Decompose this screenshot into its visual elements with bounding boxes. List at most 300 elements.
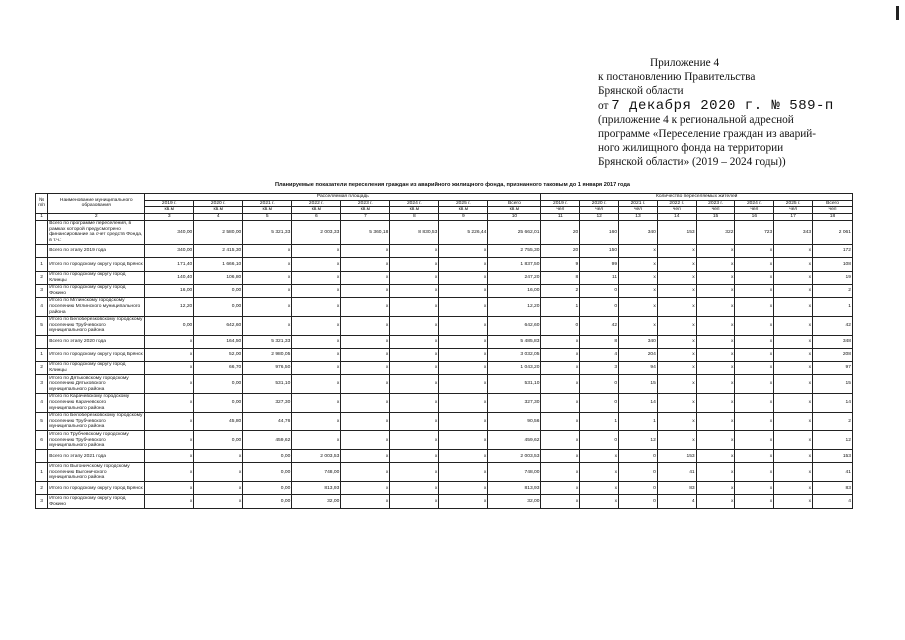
people-value: 0 xyxy=(580,284,619,297)
area-value: х xyxy=(341,258,390,271)
area-value: х xyxy=(390,258,439,271)
area-value: х xyxy=(439,258,488,271)
area-value: 164,50 xyxy=(194,335,243,348)
table-row xyxy=(36,412,853,431)
people-value: 0 xyxy=(580,297,619,316)
people-value: х xyxy=(657,284,696,297)
column-number: 12 xyxy=(580,213,619,220)
area-value: х xyxy=(292,361,341,374)
area-value: 3 032,05 xyxy=(488,348,541,361)
area-value: х xyxy=(292,297,341,316)
header-year-area: Всего xyxy=(488,200,541,207)
area-value: 531,10 xyxy=(243,375,292,394)
header-group-people: Количество переселяемых жителей xyxy=(541,194,853,201)
header-year-people: 2019 г. xyxy=(541,200,580,207)
table-row xyxy=(36,482,853,495)
header-year-people: 2024 г. xyxy=(735,200,774,207)
row-name: Итого по Мглинскому городскому поселению Мглинского муниципального района xyxy=(48,297,145,316)
appendix-date-line xyxy=(598,99,898,113)
area-value: 340,00 xyxy=(145,245,194,258)
people-value: х xyxy=(541,375,580,394)
people-value: 208 xyxy=(813,348,853,361)
people-value: х xyxy=(735,316,774,335)
people-value: 4 xyxy=(657,495,696,508)
row-name: Итого по городскому округу город Фокино xyxy=(48,284,145,297)
area-value: 459,62 xyxy=(488,431,541,450)
header-unit-people: чел xyxy=(657,207,696,214)
people-value: 153 xyxy=(813,450,853,463)
appendix-line: к постановлению Правительства xyxy=(598,71,756,84)
people-value: х xyxy=(774,495,813,508)
header-unit-area: кв.м xyxy=(439,207,488,214)
people-value: х xyxy=(774,284,813,297)
area-value: 0,00 xyxy=(194,431,243,450)
people-value: х xyxy=(735,284,774,297)
area-value: 2 003,33 xyxy=(292,220,341,244)
area-value: х xyxy=(243,245,292,258)
people-value: х xyxy=(774,335,813,348)
area-value: 66,70 xyxy=(194,361,243,374)
column-number: 18 xyxy=(813,213,853,220)
area-value: х xyxy=(390,450,439,463)
people-value: 0 xyxy=(619,482,658,495)
area-value: х xyxy=(292,393,341,412)
column-number: 1 xyxy=(36,213,48,220)
people-value: х xyxy=(696,393,735,412)
table-row xyxy=(36,271,853,284)
row-name: Итого по городскому округу город Фокино xyxy=(48,495,145,508)
area-value: 16,00 xyxy=(488,284,541,297)
people-value: х xyxy=(619,271,658,284)
table-row xyxy=(36,375,853,394)
area-value: 0,00 xyxy=(194,297,243,316)
people-value: х xyxy=(541,348,580,361)
people-value: х xyxy=(696,284,735,297)
area-value: х xyxy=(390,284,439,297)
area-value: х xyxy=(145,495,194,508)
people-value: 172 xyxy=(813,245,853,258)
people-value: 15 xyxy=(813,375,853,394)
people-value: х xyxy=(774,258,813,271)
people-value: х xyxy=(735,271,774,284)
people-value: х xyxy=(696,271,735,284)
area-value: 748,00 xyxy=(488,463,541,482)
people-value: х xyxy=(696,258,735,271)
people-value: х xyxy=(735,495,774,508)
area-value: х xyxy=(292,258,341,271)
area-value: х xyxy=(390,482,439,495)
area-value: 247,20 xyxy=(488,271,541,284)
area-value: х xyxy=(341,393,390,412)
row-number: 5 xyxy=(36,316,48,335)
area-value: х xyxy=(439,316,488,335)
header-name: Наименование муниципального образования xyxy=(48,194,145,214)
resettlement-table xyxy=(35,193,853,509)
people-value: 723 xyxy=(735,220,774,244)
people-value: 108 xyxy=(813,258,853,271)
people-value: х xyxy=(735,335,774,348)
people-value: х xyxy=(774,271,813,284)
area-value: х xyxy=(439,284,488,297)
people-value: 4 xyxy=(580,348,619,361)
area-value: х xyxy=(439,431,488,450)
area-value: 25 662,01 xyxy=(488,220,541,244)
area-value: х xyxy=(341,297,390,316)
area-value: х xyxy=(341,463,390,482)
people-value: х xyxy=(774,463,813,482)
area-value: х xyxy=(439,375,488,394)
appendix-line: ного жилищного фонда на территории xyxy=(598,142,784,155)
people-value: х xyxy=(541,361,580,374)
row-name: Итого по Дятьковскому городскому поселению Дятьковского муниципального района xyxy=(48,375,145,394)
people-value: 153 xyxy=(657,220,696,244)
people-value: х xyxy=(580,495,619,508)
people-value: 19 xyxy=(813,271,853,284)
area-value: 0,00 xyxy=(194,284,243,297)
people-value: х xyxy=(696,316,735,335)
people-value: 42 xyxy=(580,316,619,335)
area-value: х xyxy=(390,271,439,284)
area-value: х xyxy=(390,316,439,335)
people-value: х xyxy=(619,316,658,335)
people-value: х xyxy=(735,412,774,431)
column-number: 10 xyxy=(488,213,541,220)
people-value: 0 xyxy=(619,495,658,508)
people-value: х xyxy=(735,463,774,482)
people-value: 83 xyxy=(813,482,853,495)
table-row xyxy=(36,450,853,463)
people-value: 204 xyxy=(619,348,658,361)
header-unit-people: чел xyxy=(541,207,580,214)
header-unit-people: чел xyxy=(813,207,853,214)
area-value: 2 003,53 xyxy=(292,450,341,463)
area-value: х xyxy=(243,258,292,271)
people-value: 0 xyxy=(580,431,619,450)
row-name: Итого по Белоберезковскому городскому поселению Трубчевского муниципального района xyxy=(48,412,145,431)
people-value: х xyxy=(696,495,735,508)
people-value: х xyxy=(657,271,696,284)
area-value: 12,20 xyxy=(145,297,194,316)
appendix-title: Приложение 4 xyxy=(650,57,720,69)
area-value: х xyxy=(243,297,292,316)
area-value: х xyxy=(292,431,341,450)
header-unit-area: кв.м xyxy=(145,207,194,214)
header-year-people: 2023 г. xyxy=(696,200,735,207)
area-value: х xyxy=(439,361,488,374)
people-value: х xyxy=(657,412,696,431)
people-value: х xyxy=(580,482,619,495)
row-name: Итого по Белоберезковскому городскому поселению Трубчевского муниципального района xyxy=(48,316,145,335)
row-number: 2 xyxy=(36,271,48,284)
row-number: 3 xyxy=(36,495,48,508)
area-value: х xyxy=(194,495,243,508)
row-name: Итого по городскому округу город Клинцы xyxy=(48,361,145,374)
table-head xyxy=(36,194,853,221)
people-value: 97 xyxy=(813,361,853,374)
table-title: Планируемые показатели переселения граждан из аварийного жилищного фонда, признанного таковым до 1 января 2017 года xyxy=(274,182,631,188)
column-number: 16 xyxy=(735,213,774,220)
area-value: х xyxy=(439,271,488,284)
area-value: 340,00 xyxy=(145,220,194,244)
area-value: 0,00 xyxy=(194,375,243,394)
people-value: 160 xyxy=(580,220,619,244)
area-value: 140,40 xyxy=(145,271,194,284)
people-value: х xyxy=(696,431,735,450)
area-value: 327,30 xyxy=(243,393,292,412)
decree-date: 7 декабря 2020 г. № 589-п xyxy=(611,97,834,114)
area-value: х xyxy=(292,412,341,431)
header-no: № п/п xyxy=(36,194,48,214)
row-number: 5 xyxy=(36,412,48,431)
people-value: х xyxy=(774,393,813,412)
area-value: 90,56 xyxy=(488,412,541,431)
people-value: 153 xyxy=(657,450,696,463)
people-value: х xyxy=(696,412,735,431)
people-value: х xyxy=(657,245,696,258)
area-value: 0,00 xyxy=(145,316,194,335)
area-value: х xyxy=(439,335,488,348)
area-value: х xyxy=(439,393,488,412)
area-value: 0,00 xyxy=(243,495,292,508)
people-value: 1 xyxy=(813,297,853,316)
area-value: 32,00 xyxy=(292,495,341,508)
column-number: 9 xyxy=(439,213,488,220)
people-value: х xyxy=(657,316,696,335)
people-value: 343 xyxy=(774,220,813,244)
area-value: 5 485,83 xyxy=(488,335,541,348)
people-value: 0 xyxy=(580,393,619,412)
area-value: х xyxy=(145,348,194,361)
column-number: 11 xyxy=(541,213,580,220)
people-value: 1 xyxy=(580,412,619,431)
people-value: 42 xyxy=(813,316,853,335)
table-row xyxy=(36,335,853,348)
people-value: 83 xyxy=(657,482,696,495)
area-value: х xyxy=(439,245,488,258)
area-value: 16,00 xyxy=(145,284,194,297)
column-number: 15 xyxy=(696,213,735,220)
people-value: х xyxy=(619,284,658,297)
people-value: 0 xyxy=(619,450,658,463)
area-value: х xyxy=(390,495,439,508)
people-value: х xyxy=(541,495,580,508)
area-value: х xyxy=(145,463,194,482)
area-value: 2 580,00 xyxy=(194,220,243,244)
people-value: 1 xyxy=(619,412,658,431)
area-value: 813,93 xyxy=(292,482,341,495)
row-number: 1 xyxy=(36,463,48,482)
header-year-area: 2021 г. xyxy=(243,200,292,207)
people-value: 1 xyxy=(541,297,580,316)
people-value: 12 xyxy=(813,431,853,450)
people-value: 322 xyxy=(696,220,735,244)
area-value: 0,00 xyxy=(243,450,292,463)
area-value: 642,60 xyxy=(488,316,541,335)
people-value: 2 xyxy=(541,284,580,297)
people-value: 20 xyxy=(541,220,580,244)
area-value: 642,60 xyxy=(194,316,243,335)
area-value: х xyxy=(439,495,488,508)
area-value: 106,80 xyxy=(194,271,243,284)
header-unit-area: кв.м xyxy=(488,207,541,214)
people-value: 0 xyxy=(619,463,658,482)
area-value: х xyxy=(243,284,292,297)
area-value: х xyxy=(390,375,439,394)
people-value: 12 xyxy=(619,431,658,450)
people-value: х xyxy=(696,375,735,394)
people-value: х xyxy=(774,482,813,495)
people-value: х xyxy=(774,348,813,361)
area-value: 531,10 xyxy=(488,375,541,394)
area-value: х xyxy=(390,297,439,316)
column-number: 6 xyxy=(292,213,341,220)
area-value: 5 226,44 xyxy=(439,220,488,244)
area-value: 8 830,53 xyxy=(390,220,439,244)
people-value: х xyxy=(696,245,735,258)
people-value: 14 xyxy=(619,393,658,412)
area-value: х xyxy=(292,245,341,258)
header-year-people: 2025 г. xyxy=(774,200,813,207)
header-years-row xyxy=(36,200,853,207)
area-value: х xyxy=(341,482,390,495)
area-value: х xyxy=(341,495,390,508)
people-value: х xyxy=(657,335,696,348)
area-value: 1 666,10 xyxy=(194,258,243,271)
area-value: х xyxy=(341,412,390,431)
header-column-numbers xyxy=(36,213,853,220)
column-number: 7 xyxy=(341,213,390,220)
people-value: х xyxy=(619,245,658,258)
row-number: 4 xyxy=(36,297,48,316)
people-value: х xyxy=(735,450,774,463)
people-value: х xyxy=(657,297,696,316)
appendix-line: программе «Переселение граждан из аварий- xyxy=(598,128,817,141)
people-value: х xyxy=(657,431,696,450)
row-number: 1 xyxy=(36,348,48,361)
row-name: Итого по Карачевскому городскому поселению Карачевского муниципального района xyxy=(48,393,145,412)
area-value: х xyxy=(390,348,439,361)
column-number: 4 xyxy=(194,213,243,220)
area-value: х xyxy=(341,271,390,284)
row-name: Итого по городскому округу город Брянск xyxy=(48,258,145,271)
people-value: х xyxy=(696,482,735,495)
area-value: х xyxy=(292,335,341,348)
people-value: 150 xyxy=(580,245,619,258)
row-number xyxy=(36,245,48,258)
area-value: 2 415,30 xyxy=(194,245,243,258)
area-value: х xyxy=(390,245,439,258)
table-row xyxy=(36,245,853,258)
people-value: х xyxy=(735,297,774,316)
area-value: 813,93 xyxy=(488,482,541,495)
row-number: 1 xyxy=(36,258,48,271)
header-unit-people: чел xyxy=(619,207,658,214)
people-value: х xyxy=(696,361,735,374)
people-value: х xyxy=(619,258,658,271)
people-value: х xyxy=(774,412,813,431)
people-value: х xyxy=(774,245,813,258)
people-value: 20 xyxy=(541,245,580,258)
people-value: 15 xyxy=(619,375,658,394)
area-value: 327,30 xyxy=(488,393,541,412)
area-value: х xyxy=(243,316,292,335)
people-value: 348 xyxy=(813,335,853,348)
table-row xyxy=(36,393,853,412)
area-value: х xyxy=(439,450,488,463)
area-value: х xyxy=(390,335,439,348)
area-value: 0,00 xyxy=(243,482,292,495)
area-value: х xyxy=(145,335,194,348)
table-row xyxy=(36,258,853,271)
area-value: х xyxy=(439,482,488,495)
area-value: 2 755,30 xyxy=(488,245,541,258)
people-value: х xyxy=(774,316,813,335)
people-value: х xyxy=(657,393,696,412)
area-value: 5 360,18 xyxy=(341,220,390,244)
header-units-row xyxy=(36,207,853,214)
people-value: х xyxy=(657,375,696,394)
people-value: 41 xyxy=(813,463,853,482)
row-name: Итого по городскому округу город Брянск xyxy=(48,482,145,495)
area-value: х xyxy=(194,450,243,463)
header-year-area: 2025 г. xyxy=(439,200,488,207)
table-row xyxy=(36,316,853,335)
header-group-area: Расселяемая площадь xyxy=(145,194,541,201)
area-value: 32,00 xyxy=(488,495,541,508)
area-value: х xyxy=(390,463,439,482)
header-year-people: 2021 г. xyxy=(619,200,658,207)
row-name: Всего по этапу 2020 года xyxy=(48,335,145,348)
people-value: х xyxy=(541,412,580,431)
area-value: х xyxy=(341,245,390,258)
row-number xyxy=(36,335,48,348)
appendix-header xyxy=(598,56,898,170)
people-value: х xyxy=(696,450,735,463)
area-value: х xyxy=(439,463,488,482)
people-value: х xyxy=(735,431,774,450)
people-value: х xyxy=(541,450,580,463)
date-prefix: от xyxy=(598,99,612,112)
area-value: х xyxy=(292,284,341,297)
row-name: Итого по городскому округу город Клинцы xyxy=(48,271,145,284)
area-value: х xyxy=(145,450,194,463)
people-value: х xyxy=(696,297,735,316)
table-row xyxy=(36,297,853,316)
area-value: х xyxy=(390,361,439,374)
people-value: 94 xyxy=(619,361,658,374)
people-value: х xyxy=(735,393,774,412)
area-value: 0,00 xyxy=(194,393,243,412)
people-value: 14 xyxy=(813,393,853,412)
people-value: 2 061 xyxy=(813,220,853,244)
area-value: х xyxy=(145,375,194,394)
area-value: х xyxy=(439,348,488,361)
area-value: 44,76 xyxy=(243,412,292,431)
people-value: х xyxy=(619,297,658,316)
table-row xyxy=(36,431,853,450)
column-number: 5 xyxy=(243,213,292,220)
row-number: 3 xyxy=(36,375,48,394)
area-value: 5 321,33 xyxy=(243,220,292,244)
column-number: 2 xyxy=(48,213,145,220)
row-name: Итого по Выгоничскому городскому поселению Выгоничского муниципального района xyxy=(48,463,145,482)
table-row xyxy=(36,463,853,482)
header-year-people: Всего xyxy=(813,200,853,207)
area-value: 459,62 xyxy=(243,431,292,450)
people-value: 11 xyxy=(580,271,619,284)
header-unit-area: кв.м xyxy=(243,207,292,214)
row-number xyxy=(36,450,48,463)
